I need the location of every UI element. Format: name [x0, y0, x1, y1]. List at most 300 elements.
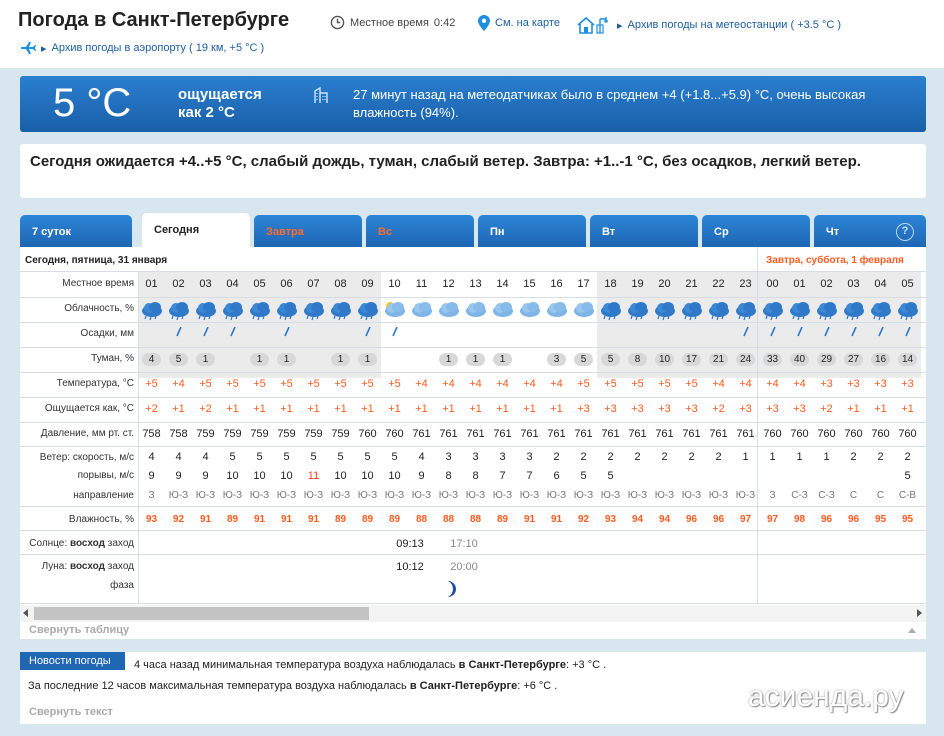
row-divider	[20, 397, 926, 398]
feels-like-cell: +1	[874, 403, 887, 415]
fog-cell: 16	[867, 353, 894, 366]
tab-monday[interactable]: Пн	[478, 215, 586, 247]
wind-speed-cell: 3	[499, 451, 506, 463]
label-humidity: Влажность, %	[68, 514, 134, 525]
gust-cell: 9	[202, 470, 209, 482]
hour-cell: 02	[820, 278, 833, 290]
sunset-time: 17:10	[450, 538, 478, 550]
horizontal-scrollbar[interactable]	[20, 605, 926, 622]
cloud-icon	[517, 299, 544, 321]
hour-cell: 05	[901, 278, 914, 290]
humidity-cell: 97	[739, 514, 752, 525]
row-divider	[20, 603, 926, 604]
temperature-cell: +3	[901, 378, 914, 390]
feels-like-cell: +3	[685, 403, 698, 415]
hour-cell: 22	[712, 278, 725, 290]
hourly-table	[20, 247, 926, 639]
temperature-cell: +4	[496, 378, 509, 390]
temperature-cell: +4	[442, 378, 455, 390]
fog-cell: 14	[894, 353, 921, 366]
cloud-icon	[598, 299, 625, 321]
humidity-cell: 89	[334, 514, 347, 525]
fog-cell: 10	[651, 353, 678, 366]
hour-cell: 03	[847, 278, 860, 290]
cloud-icon	[328, 299, 355, 321]
gust-cell: 8	[472, 470, 479, 482]
tab-thursday[interactable]	[814, 215, 926, 247]
pressure-cell: 758	[169, 428, 188, 440]
cloud-icon	[652, 299, 679, 321]
temperature-cell: +5	[631, 378, 644, 390]
wind-direction-cell: Ю-З	[681, 490, 702, 501]
row-divider	[20, 372, 926, 373]
fog-cell: 40	[786, 353, 813, 366]
temperature-cell: +5	[388, 378, 401, 390]
feels-like-cell: +3	[739, 403, 752, 415]
wind-speed-cell: 2	[580, 451, 587, 463]
clock-icon	[330, 15, 345, 30]
wind-speed-cell: 2	[715, 451, 722, 463]
pressure-cell: 761	[493, 428, 512, 440]
station-archive-text[interactable]: Архив погоды на метеостанции ( +3.5 °C )	[627, 19, 842, 31]
hour-cell: 21	[685, 278, 698, 290]
fog-cell: 5	[597, 353, 624, 366]
humidity-cell: 92	[172, 514, 185, 525]
cloud-icon	[760, 299, 787, 321]
airport-archive-text[interactable]: Архив погоды в аэропорту ( 19 км, +5 °C )	[51, 42, 265, 54]
humidity-cell: 92	[577, 514, 590, 525]
news-line-1: 4 часа назад минимальная температура воздуха наблюдалась в Санкт-Петербурге: +3 °C .	[134, 659, 607, 671]
cloud-icon	[355, 299, 382, 321]
wind-speed-cell: 3	[526, 451, 533, 463]
humidity-cell: 97	[766, 514, 779, 525]
label-phase: фаза	[110, 580, 134, 591]
temperature-cell: +4	[523, 378, 536, 390]
fog-cell: 1	[192, 353, 219, 366]
humidity-cell: 93	[604, 514, 617, 525]
scroll-right-arrow[interactable]	[917, 609, 922, 617]
wind-speed-cell: 4	[175, 451, 182, 463]
cloud-icon	[139, 299, 166, 321]
moon-phase-icon	[444, 580, 458, 598]
wind-direction-cell: Ю-З	[600, 490, 621, 501]
cloud-icon	[625, 299, 652, 321]
row-divider	[20, 530, 926, 531]
collapse-table-link[interactable]: Свернуть таблицу	[29, 624, 130, 636]
wind-speed-cell: 5	[337, 451, 344, 463]
wind-speed-cell: 2	[688, 451, 695, 463]
hour-cell: 12	[442, 278, 455, 290]
rain-drop-icon	[192, 327, 219, 340]
cloud-icon	[490, 299, 517, 321]
humidity-cell: 96	[712, 514, 725, 525]
tab-wednesday[interactable]: Ср	[702, 215, 810, 247]
cloud-icon	[571, 299, 598, 321]
watermark: асиенда.ру	[748, 680, 904, 713]
label-gusts: порывы, м/с	[77, 470, 134, 481]
moonrise-time: 10:12	[396, 561, 424, 573]
cloud-icon	[247, 299, 274, 321]
current-weather-panel	[20, 76, 926, 132]
gust-cell: 10	[280, 470, 293, 482]
pressure-cell: 760	[763, 428, 782, 440]
hour-cell: 06	[280, 278, 293, 290]
pressure-cell: 761	[466, 428, 485, 440]
feels-like-cell: +1	[172, 403, 185, 415]
tomorrow-date: Завтра, суббота, 1 февраля	[766, 255, 904, 266]
wind-speed-cell: 2	[877, 451, 884, 463]
rain-drop-icon	[219, 327, 246, 340]
tab-thursday-label: Чт	[826, 226, 840, 238]
map-link[interactable]	[478, 15, 560, 31]
feels-like-cell: +3	[577, 403, 590, 415]
fog-cell: 21	[705, 353, 732, 366]
wind-speed-cell: 5	[391, 451, 398, 463]
pressure-cell: 759	[196, 428, 215, 440]
temperature-cell: +5	[577, 378, 590, 390]
fog-cell: 24	[732, 353, 759, 366]
gust-cell: 10	[388, 470, 401, 482]
fog-cell: 1	[489, 353, 516, 366]
wind-speed-cell: 2	[661, 451, 668, 463]
humidity-cell: 91	[253, 514, 266, 525]
rain-drop-icon	[381, 327, 408, 340]
wind-direction-cell: Ю-З	[438, 490, 459, 501]
wind-speed-cell: 3	[472, 451, 479, 463]
cloud-icon	[463, 299, 490, 321]
cloud-icon	[706, 299, 733, 321]
hour-cell: 01	[793, 278, 806, 290]
page-title: Погода в Санкт-Петербурге	[18, 9, 290, 31]
pressure-cell: 759	[304, 428, 323, 440]
wind-speed-cell: 2	[607, 451, 614, 463]
wind-speed-cell: 1	[823, 451, 830, 463]
label-direction: направление	[73, 490, 134, 501]
scroll-left-arrow[interactable]	[23, 609, 28, 617]
gust-cell: 10	[361, 470, 374, 482]
hour-cell: 09	[361, 278, 374, 290]
pressure-cell: 760	[790, 428, 809, 440]
gust-cell: 6	[553, 470, 560, 482]
collapse-arrow-icon[interactable]	[908, 628, 916, 633]
feels-like-cell: +1	[361, 403, 374, 415]
fog-cell: 1	[435, 353, 462, 366]
fog-cell: 1	[354, 353, 381, 366]
humidity-cell: 91	[280, 514, 293, 525]
temperature-cell: +4	[550, 378, 563, 390]
label-feels: Ощущается как, °С	[44, 403, 134, 414]
rain-drop-icon	[786, 327, 813, 340]
map-pin-icon	[478, 15, 490, 31]
wind-speed-cell: 1	[796, 451, 803, 463]
fog-cell: 1	[327, 353, 354, 366]
day-tabs	[20, 213, 926, 247]
humidity-cell: 91	[307, 514, 320, 525]
feels-like-cell: +1	[901, 403, 914, 415]
gust-cell: 9	[148, 470, 155, 482]
temperature-cell: +3	[847, 378, 860, 390]
hour-cell: 15	[523, 278, 536, 290]
wind-direction-cell: Ю-З	[249, 490, 270, 501]
hour-cell: 19	[631, 278, 644, 290]
news-line-2: За последние 12 часов максимальная температура воздуха наблюдалась в Санкт-Петербурге: +6 °C .	[28, 680, 558, 692]
rain-drop-icon	[759, 327, 786, 340]
humidity-cell: 89	[226, 514, 239, 525]
humidity-cell: 94	[631, 514, 644, 525]
local-time-value: 0:42	[433, 16, 456, 29]
pressure-cell: 761	[574, 428, 593, 440]
building-icon	[313, 86, 329, 104]
local-time-label: Местное время	[350, 16, 429, 29]
cloud-icon	[274, 299, 301, 321]
tab-7-days[interactable]: 7 суток	[20, 215, 132, 247]
fog-cell: 1	[246, 353, 273, 366]
wind-direction-cell: Ю-З	[465, 490, 486, 501]
wind-speed-cell: 2	[553, 451, 560, 463]
hour-cell: 23	[739, 278, 752, 290]
row-divider	[20, 446, 926, 447]
temperature-cell: +5	[361, 378, 374, 390]
cloud-icon	[679, 299, 706, 321]
hour-cell: 04	[226, 278, 239, 290]
tab-tuesday[interactable]: Вт	[590, 215, 698, 247]
cloud-icon	[544, 299, 571, 321]
wind-speed-cell: 5	[256, 451, 263, 463]
label-sun: Солнце: восход заход	[29, 538, 134, 549]
hour-cell: 13	[469, 278, 482, 290]
gust-cell: 11	[307, 470, 320, 482]
feels-like-cell: +1	[847, 403, 860, 415]
wind-direction-cell: Ю-З	[654, 490, 675, 501]
feels-like-cell: +1	[226, 403, 239, 415]
pressure-cell: 760	[817, 428, 836, 440]
wind-direction-cell: Ю-З	[708, 490, 729, 501]
fog-cell: 33	[759, 353, 786, 366]
gust-cell: 5	[607, 470, 614, 482]
humidity-cell: 98	[793, 514, 806, 525]
hour-cell: 04	[874, 278, 887, 290]
local-time	[330, 15, 455, 30]
pressure-cell: 759	[277, 428, 296, 440]
pressure-cell: 761	[655, 428, 674, 440]
collapse-text-link[interactable]: Свернуть текст	[29, 706, 113, 718]
chevron-right-icon: ▸	[617, 19, 623, 32]
feels-like-cell: +1	[442, 403, 455, 415]
wind-direction-cell: Ю-З	[492, 490, 513, 501]
wind-direction-cell: Ю-З	[357, 490, 378, 501]
hour-cell: 00	[766, 278, 779, 290]
wind-direction-cell: Ю-З	[222, 490, 243, 501]
label-precip: Осадки, мм	[80, 328, 134, 339]
temperature-cell: +5	[199, 378, 212, 390]
label-cloud: Облачность, %	[64, 303, 134, 314]
feels-like-cell: +1	[388, 403, 401, 415]
pressure-cell: 761	[628, 428, 647, 440]
pressure-cell: 761	[736, 428, 755, 440]
cloud-icon	[409, 299, 436, 321]
temperature-cell: +5	[253, 378, 266, 390]
feels-like-cell: +3	[631, 403, 644, 415]
pressure-cell: 761	[682, 428, 701, 440]
pressure-cell: 760	[898, 428, 917, 440]
wind-direction-cell: Ю-З	[303, 490, 324, 501]
observation-text: 27 минут назад на метеодатчиках было в среднем +4 (+1.8...+5.9) °C, очень высокая влажность (94%).	[353, 87, 866, 120]
tab-sunday[interactable]: Вс	[366, 215, 474, 247]
humidity-cell: 88	[415, 514, 428, 525]
rain-drop-icon	[894, 327, 921, 340]
rain-drop-icon	[273, 327, 300, 340]
temperature-cell: +5	[280, 378, 293, 390]
cloud-icon	[220, 299, 247, 321]
cloud-icon	[733, 299, 760, 321]
temperature-cell: +5	[226, 378, 239, 390]
fog-cell: 27	[840, 353, 867, 366]
temperature-cell: +5	[658, 378, 671, 390]
sunrise-time: 09:13	[396, 538, 424, 550]
hour-cell: 03	[199, 278, 212, 290]
wind-speed-cell: 1	[742, 451, 749, 463]
wind-direction-cell: Ю-З	[384, 490, 405, 501]
fog-cell: 1	[273, 353, 300, 366]
hour-cell: 14	[496, 278, 509, 290]
temperature-cell: +4	[712, 378, 725, 390]
humidity-cell: 96	[847, 514, 860, 525]
forecast-summary: Сегодня ожидается +4..+5 °C, слабый дождь, туман, слабый ветер. Завтра: +1..-1 °C, без осадков, легкий ветер.	[20, 144, 926, 198]
gust-cell: 10	[253, 470, 266, 482]
wind-speed-cell: 3	[445, 451, 452, 463]
temperature-cell: +5	[604, 378, 617, 390]
fog-cell: 5	[165, 353, 192, 366]
hour-cell: 17	[577, 278, 590, 290]
wind-direction-cell: Ю-З	[276, 490, 297, 501]
wind-direction-cell: С-В	[898, 490, 917, 501]
feels-like-cell: +1	[469, 403, 482, 415]
gust-cell: 9	[175, 470, 182, 482]
temperature-cell: +5	[685, 378, 698, 390]
label-time: Местное время	[62, 278, 134, 289]
feels-like-cell: +1	[307, 403, 320, 415]
gust-cell: 8	[445, 470, 452, 482]
weather-station-icon	[576, 15, 612, 35]
cloud-icon	[382, 299, 409, 321]
wind-direction-cell: Ю-З	[627, 490, 648, 501]
row-divider	[20, 506, 926, 507]
wind-direction-cell: З	[769, 490, 776, 501]
hour-cell: 08	[334, 278, 347, 290]
temperature-cell: +3	[820, 378, 833, 390]
hour-cell: 11	[415, 278, 428, 290]
cloud-icon	[166, 299, 193, 321]
wind-speed-cell: 4	[418, 451, 425, 463]
tab-tomorrow[interactable]: Завтра	[254, 215, 362, 247]
airplane-icon	[20, 41, 36, 55]
cloud-icon	[895, 299, 922, 321]
pressure-cell: 760	[871, 428, 890, 440]
pressure-cell: 758	[142, 428, 161, 440]
feels-like-cell: +1	[334, 403, 347, 415]
cloud-icon	[841, 299, 868, 321]
fog-cell: 5	[570, 353, 597, 366]
feels-like-cell: +1	[550, 403, 563, 415]
cloud-icon	[301, 299, 328, 321]
fog-cell: 17	[678, 353, 705, 366]
day-header-row	[20, 247, 926, 272]
help-icon[interactable]: ?	[896, 223, 914, 241]
wind-speed-cell: 4	[202, 451, 209, 463]
station-archive-link[interactable]	[576, 15, 841, 35]
wind-speed-cell: 5	[310, 451, 317, 463]
row-divider	[20, 554, 926, 555]
label-pressure: Давление, мм рт. ст.	[40, 428, 134, 439]
label-temp: Температура, °С	[56, 378, 134, 389]
feels-like-cell: +1	[415, 403, 428, 415]
fog-cell: 3	[543, 353, 570, 366]
table-grid	[20, 272, 926, 604]
tab-today[interactable]: Сегодня	[142, 213, 250, 247]
feels-like-cell: +1	[523, 403, 536, 415]
wind-direction-cell: С	[876, 490, 885, 501]
chevron-right-icon: ▸	[41, 42, 47, 55]
temperature-cell: +4	[469, 378, 482, 390]
cloud-icon	[787, 299, 814, 321]
map-link-text[interactable]: См. на карте	[495, 17, 560, 29]
wind-direction-cell: С	[849, 490, 858, 501]
temperature-cell: +3	[874, 378, 887, 390]
scroll-thumb[interactable]	[34, 607, 369, 620]
feels-like-cell: +3	[658, 403, 671, 415]
temperature-cell: +5	[145, 378, 158, 390]
humidity-cell: 96	[685, 514, 698, 525]
wind-speed-cell: 2	[634, 451, 641, 463]
cloud-icon	[814, 299, 841, 321]
rain-drop-icon	[165, 327, 192, 340]
airport-archive-link[interactable]	[20, 41, 264, 55]
hour-cell: 20	[658, 278, 671, 290]
label-wind-speed: Ветер: скорость, м/с	[39, 452, 134, 463]
humidity-cell: 91	[199, 514, 212, 525]
temperature-cell: +4	[739, 378, 752, 390]
humidity-cell: 95	[874, 514, 887, 525]
humidity-cell: 94	[658, 514, 671, 525]
pressure-cell: 760	[844, 428, 863, 440]
hour-cell: 07	[307, 278, 320, 290]
humidity-cell: 89	[496, 514, 509, 525]
gust-cell: 5	[904, 470, 911, 482]
wind-direction-cell: Ю-З	[519, 490, 540, 501]
wind-direction-cell: Ю-З	[330, 490, 351, 501]
pressure-cell: 761	[412, 428, 431, 440]
temperature-cell: +4	[415, 378, 428, 390]
wind-direction-cell: Ю-З	[195, 490, 216, 501]
temperature-cell: +5	[334, 378, 347, 390]
gust-cell: 5	[580, 470, 587, 482]
wind-direction-cell: Ю-З	[546, 490, 567, 501]
header	[0, 0, 944, 68]
cloud-icon	[436, 299, 463, 321]
news-badge: Новости погоды	[20, 652, 125, 670]
pressure-cell: 761	[439, 428, 458, 440]
temperature-cell: +5	[307, 378, 320, 390]
wind-direction-cell: Ю-З	[411, 490, 432, 501]
feels-like-cell: +2	[820, 403, 833, 415]
humidity-cell: 89	[361, 514, 374, 525]
rain-drop-icon	[354, 327, 381, 340]
pressure-cell: 759	[250, 428, 269, 440]
humidity-cell: 88	[469, 514, 482, 525]
gust-cell: 7	[526, 470, 533, 482]
wind-speed-cell: 5	[283, 451, 290, 463]
wind-direction-cell: С-З	[818, 490, 835, 501]
